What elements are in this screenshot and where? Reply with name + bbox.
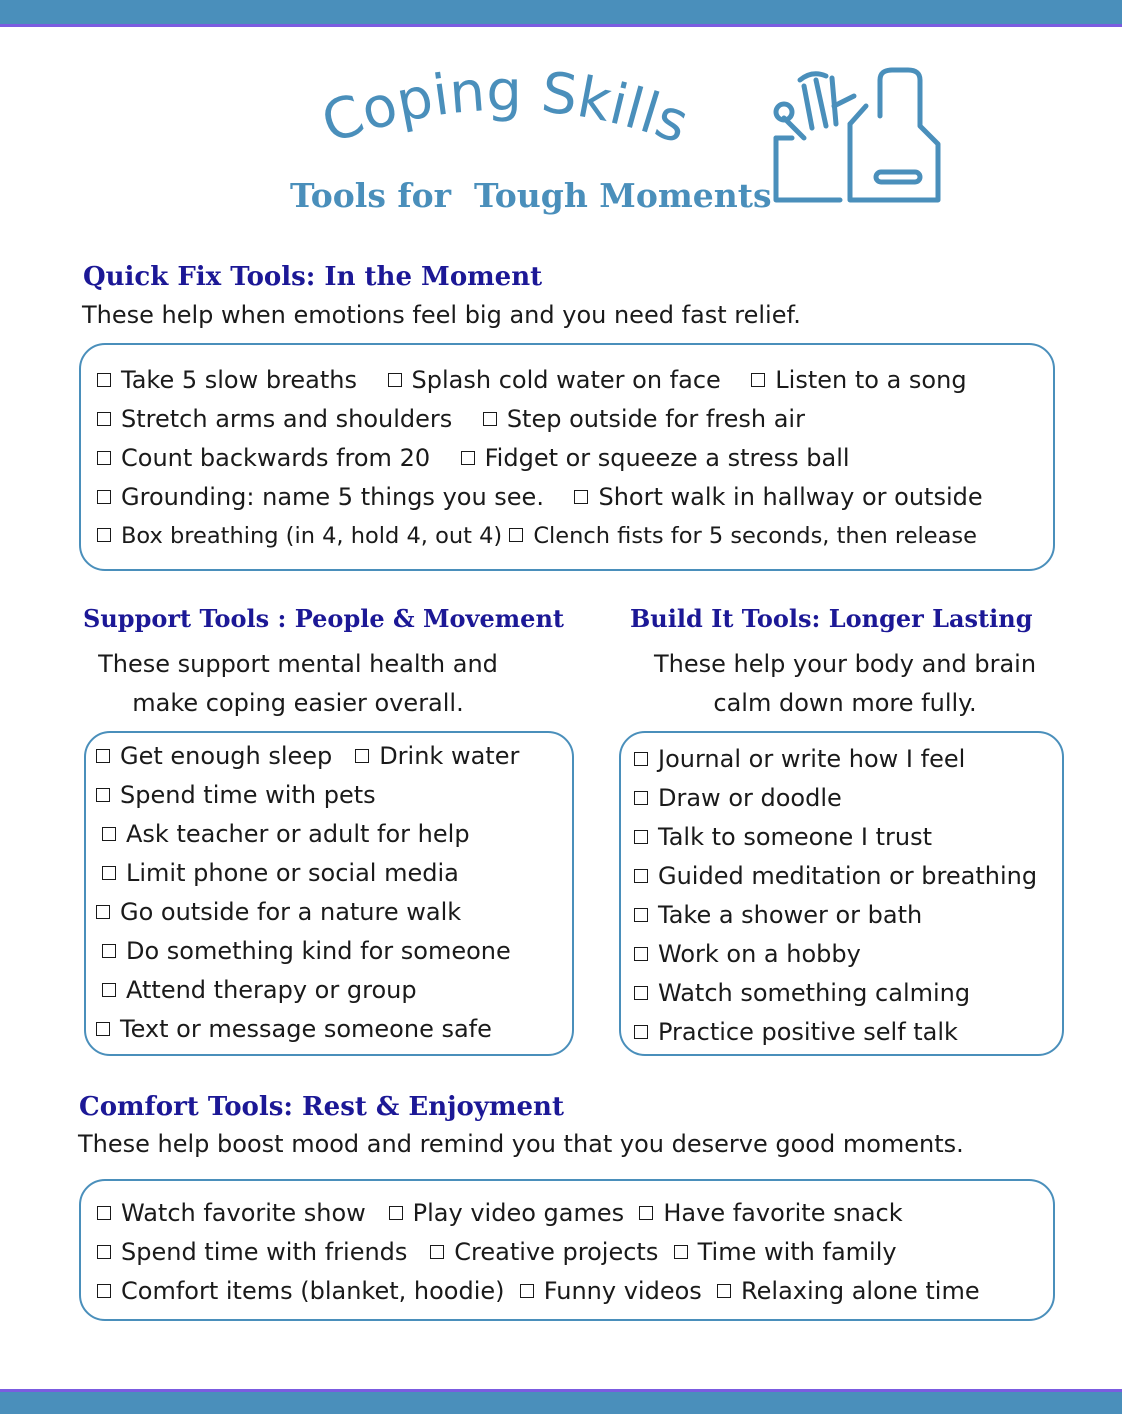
checkbox[interactable] [102,983,116,997]
checklist-item[interactable]: Take 5 slow breaths [97,366,357,394]
checkbox[interactable] [102,827,116,841]
checkbox[interactable] [717,1284,731,1298]
support-row [96,780,376,810]
checklist-item[interactable]: Go outside for a nature walk [96,898,461,926]
checklist-item[interactable]: Relaxing alone time [717,1277,980,1305]
checkbox[interactable] [102,866,116,880]
support-heading: Support Tools : People & Movement [83,604,564,633]
checklist-item[interactable]: Box breathing (in 4, hold 4, out 4) [97,523,502,549]
support-row [96,1014,492,1044]
checklist-item[interactable]: Guided meditation or breathing [634,862,1037,890]
checkbox[interactable] [634,752,648,766]
checkbox[interactable] [634,947,648,961]
quick-fix-row [97,443,850,473]
checkbox[interactable] [96,749,110,763]
comfort-box [79,1179,1055,1321]
support-row [102,819,470,849]
checkbox[interactable] [634,830,648,844]
checklist-item[interactable]: Take a shower or bath [634,901,922,929]
checkbox[interactable] [97,1206,111,1220]
checkbox[interactable] [388,373,402,387]
build-it-row [634,822,932,852]
quick-fix-row [97,482,983,512]
checklist-item[interactable]: Splash cold water on face [388,366,721,394]
checklist-item[interactable]: Time with family [674,1238,897,1266]
checklist-item[interactable]: Clench fists for 5 seconds, then release [509,523,977,549]
comfort-row [97,1276,980,1306]
checklist-item[interactable]: Spend time with pets [96,781,376,809]
comfort-row [97,1198,903,1228]
checkbox[interactable] [355,749,369,763]
checkbox[interactable] [97,373,111,387]
build-it-box [619,731,1064,1056]
support-row [102,936,511,966]
checkbox[interactable] [97,528,111,542]
checkbox[interactable] [674,1245,688,1259]
support-row [96,897,461,927]
checklist-item[interactable]: Fidget or squeeze a stress ball [461,444,850,472]
checkbox[interactable] [634,908,648,922]
checklist-item[interactable]: Listen to a song [751,366,966,394]
checkbox[interactable] [96,1022,110,1036]
comfort-row [97,1237,897,1267]
checkbox[interactable] [97,412,111,426]
checklist-item[interactable]: Stretch arms and shoulders [97,405,452,433]
checklist-item[interactable]: Practice positive self talk [634,1018,958,1046]
checkbox[interactable] [520,1284,534,1298]
checklist-item[interactable]: Spend time with friends [97,1238,407,1266]
checkbox[interactable] [634,869,648,883]
build-it-row [634,900,922,930]
checkbox[interactable] [430,1245,444,1259]
page-title-text: Coping Skills [313,60,697,157]
checkbox[interactable] [509,528,523,542]
quick-fix-description: These help when emotions feel big and you need fast relief. [82,301,801,329]
support-description: These support mental health and make coping easier overall. [98,650,498,717]
support-row [102,858,459,888]
checklist-item[interactable]: Short walk in hallway or outside [574,483,982,511]
checklist-item[interactable]: Ask teacher or adult for help [102,820,470,848]
checkbox[interactable] [97,490,111,504]
checklist-item[interactable]: Grounding: name 5 things you see. [97,483,544,511]
comfort-heading: Comfort Tools: Rest & Enjoyment [79,1092,564,1122]
quick-fix-heading: Quick Fix Tools: In the Moment [83,262,543,292]
checklist-item[interactable]: Work on a hobby [634,940,861,968]
checkbox[interactable] [97,451,111,465]
checklist-item[interactable]: Step outside for fresh air [483,405,805,433]
build-it-row [634,744,965,774]
checklist-item[interactable]: Limit phone or social media [102,859,459,887]
checklist-item[interactable]: Text or message someone safe [96,1015,492,1043]
checklist-item[interactable]: Talk to someone I trust [634,823,932,851]
quick-fix-row [97,404,805,434]
checklist-item[interactable]: Get enough sleep [96,742,332,770]
checkbox[interactable] [634,791,648,805]
support-row [96,741,519,771]
svg-text:Coping Skills [314,60,697,157]
build-it-row [634,1017,958,1047]
support-box [84,731,574,1056]
support-row [102,975,417,1005]
checkbox[interactable] [97,1245,111,1259]
checklist-item[interactable]: Creative projects [430,1238,658,1266]
checklist-item[interactable]: Comfort items (blanket, hoodie) [97,1277,504,1305]
checkbox[interactable] [96,905,110,919]
checkbox[interactable] [751,373,765,387]
build-it-row [634,939,861,969]
top-band [0,0,1122,27]
checkbox[interactable] [102,944,116,958]
checkbox[interactable] [634,1025,648,1039]
checkbox[interactable] [97,1284,111,1298]
toolbox-icon [770,66,945,208]
quick-fix-box [79,343,1055,571]
build-it-heading: Build It Tools: Longer Lasting [630,604,1033,633]
quick-fix-row [97,365,967,395]
checklist-item[interactable]: Draw or doodle [634,784,842,812]
checklist-item[interactable]: Count backwards from 20 [97,444,430,472]
checklist-item[interactable]: Do something kind for someone [102,937,511,965]
page-subtitle: Tools for Tough Moments [290,176,772,215]
build-it-description: These help your body and brain calm down more fully. [653,650,1037,717]
build-it-row [634,783,842,813]
checkbox[interactable] [461,451,475,465]
checklist-item[interactable]: Attend therapy or group [102,976,417,1004]
build-it-row [634,978,970,1008]
checkbox[interactable] [634,986,648,1000]
quick-fix-row [97,521,977,551]
checkbox[interactable] [483,412,497,426]
build-it-row [634,861,1037,891]
checklist-item[interactable]: Drink water [355,742,519,770]
page-title [300,60,710,170]
checkbox[interactable] [96,788,110,802]
checkbox[interactable] [639,1206,653,1220]
checklist-item[interactable]: Funny videos [520,1277,702,1305]
checklist-item[interactable]: Journal or write how I feel [634,745,965,773]
checkbox[interactable] [389,1206,403,1220]
checkbox[interactable] [574,490,588,504]
checklist-item[interactable]: Watch favorite show [97,1199,366,1227]
bottom-band [0,1389,1122,1414]
comfort-description: These help boost mood and remind you that you deserve good moments. [78,1130,964,1158]
checklist-item[interactable]: Watch something calming [634,979,970,1007]
checklist-item[interactable]: Play video games [389,1199,624,1227]
checklist-item[interactable]: Have favorite snack [639,1199,902,1227]
